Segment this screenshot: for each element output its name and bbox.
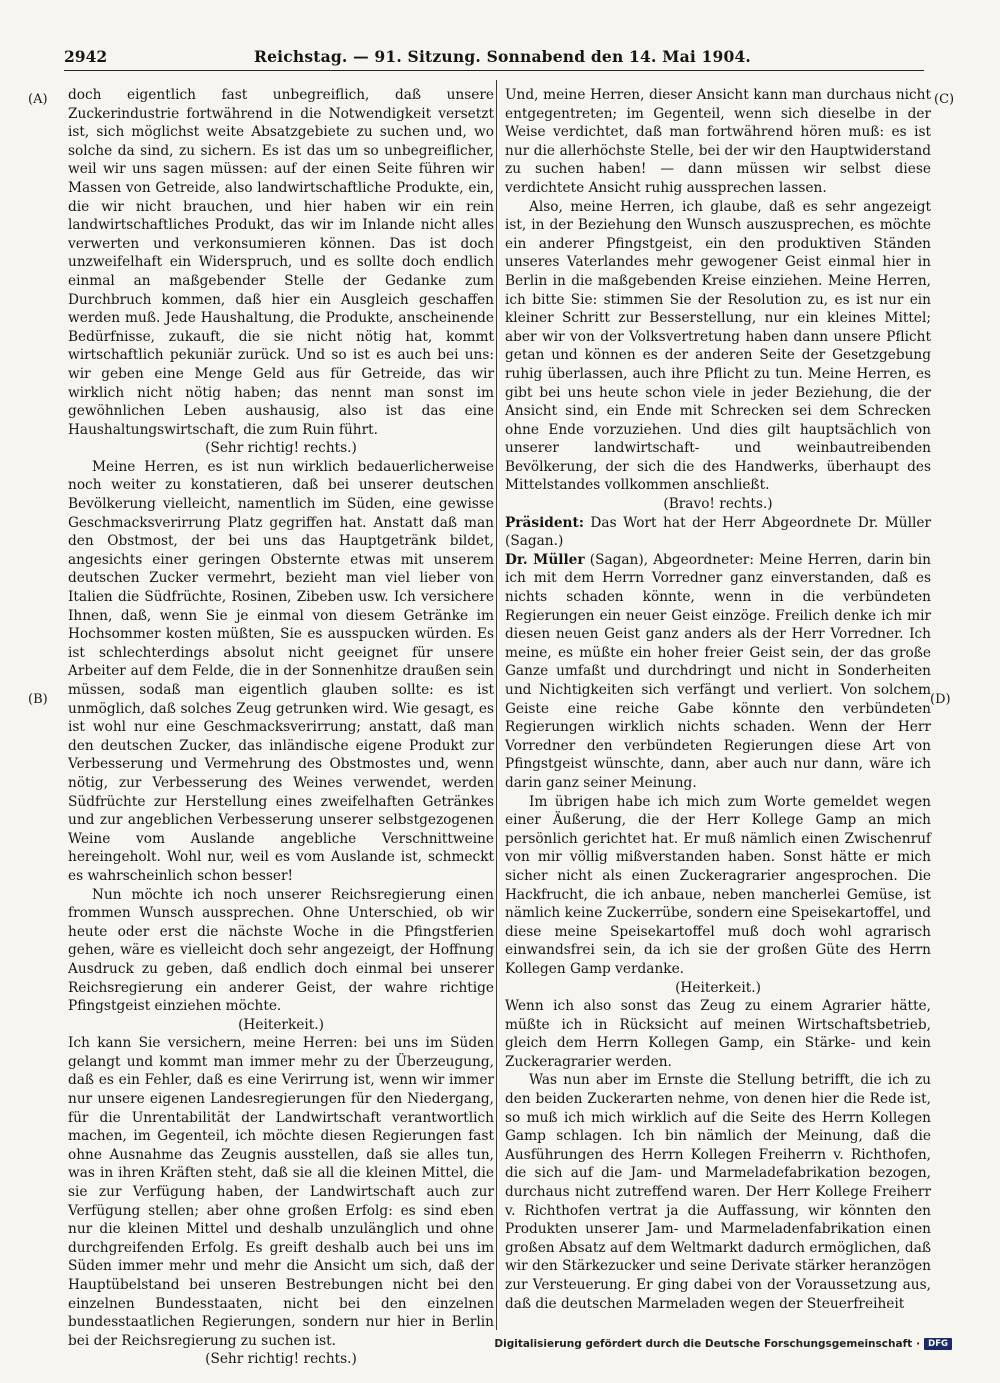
body-paragraph: Meine Herren, es ist nun wirklich bedauerlicherweise noch weiter zu konstatieren, daß bei unserer deutschen Bevölkerung vielleicht, namentlich im Süden, eine gewisse Geschmacksverirrung Platz gegriffen hat. Anstatt daß man den Obstmost, der bei uns das Hauptgetränk bildet, angesichts einer geringen Obsternte etwas mit unserem deutschen Zucker vermehrt, bezieht man viel lieber von Italien die Südfrüchte, Rosinen, Zibeben usw. Ich versichere Ihnen, daß, wenn Sie je einmal von diesem Getränke im Hochsommer kosten müßten, Sie es ausspucken würden. Es ist schlechterdings absolut nicht geeignet für unsere Arbeiter auf dem Felde, die in der Sonnenhitze draußen sein müssen, sodaß man eigentlich glauben sollte: es ist unmöglich, daß solches Zeug getrunken wird. Wie gesagt, es ist wohl nur eine Geschmacksverirrung; anstatt, daß man den deutschen Zucker, das inländische eigene Produkt zur Verbesserung und Vermehrung des Obstmostes und, wenn nötig, zur Verbesserung des Weines verwendet, werden Südfrüchte zur Herstellung eines zweifelhaften Getränkes und zur angeblichen Verbesserung unserer selbstgezogenen Weine vom Auslande angebliche Verschnittweine hereingeholt. Wohl nur, weil es vom Auslande ist, schmeckt es wahrscheinlich schon besser!	[68, 458, 494, 884]
reaction-line: (Bravo! rechts.)	[663, 496, 773, 513]
body-paragraph: Und, meine Herren, dieser Ansicht kann man durchaus nicht entgegentreten; im Gegenteil, wenn sich dieselbe in der Weise verdichtet, daß man fortwährend hören muß: es ist nur die allerhöchste Stelle, bei der wir den Hauptwiderstand zu suchen haben! — dann müssen wir selbst diese verdichtete Ansicht ruhig aussprechen lassen.	[505, 87, 931, 196]
margin-marker-a: (A)	[28, 92, 48, 107]
body-paragraph: Nun möchte ich noch unserer Reichsregierung einen frommen Wunsch aussprechen. Ohne Unterschied, ob wir heute oder erst die nächste Woche in die Pfingstferien gehen, wäre es vielleicht doch sehr angezeigt, der Hoffnung Ausdruck zu geben, daß endlich doch einmal bei unserer Reichsregierung ein anderer Geist, der wahre richtige Pfingstgeist einziehen möchte.	[68, 886, 494, 1015]
body-paragraph: Wenn ich also sonst das Zeug zu einem Agrarier hätte, müßte ich in Rücksicht auf meinen Wirtschaftsbetrieb, gleich dem Herrn Kollegen Gamp, ein Stärke- und kein Zuckeragrarier werden.	[505, 998, 931, 1070]
speech-paragraph	[505, 551, 931, 793]
body-paragraph: Also, meine Herren, ich glaube, daß es sehr angezeigt ist, in der Beziehung den Wunsch auszusprechen, es möchte ein anderer Pfingstgeist, ein den produktiven Ständen unseres Vaterlandes mehr gewogener Geist einmal hier in Berlin in die maßgebenden Kreise einziehen. Meine Herren, ich bitte Sie: stimmen Sie der Resolution zu, es ist nur ein kleiner Schritt zur Besserstellung, nur ein kleines Mittel; aber wir von der Volksvertretung haben dann unsere Pflicht getan und können es der anderen Seite der Gesetzgebung ruhig überlassen, auch ihre Pflicht zu tun. Meine Herren, es gibt bei uns heute schon viele in jeder Beziehung, die der Ansicht sind, ein Ende mit Schrecken sei dem Schrecken ohne Ende vorzuziehen. Und dies gilt hauptsächlich von unserer landwirtschaft- und weinbautreibenden Bevölkerung, der sich die des Handwerks, überhaupt des Mittelstandes vollkommen anschließt.	[505, 198, 931, 494]
body-paragraph: Ich kann Sie versichern, meine Herren: bei uns im Süden gelangt und kommt man immer mehr zu der Überzeugung, daß es ein Fehler, daß es eine Verirrung ist, wenn wir immer nur unsere eigenen Landesregierungen für den Niedergang, für die Unrentabilität der Landwirtschaft verantwortlich machen, im Gegenteil, ich möchte diesen Regierungen fast ohne Ausnahme das Zeugnis ausstellen, daß sie alles tun, was in ihren Kräften steht, daß sie all die kleinen Mittel, die sie zur Verfügung haben, der Landwirtschaft auch zur Verfügung stellen; aber ohne großen Erfolg: es sind eben nur die kleinen Mittel und deshalb unzulänglich und ohne durchgreifenden Erfolg. Es greift deshalb auch bei uns im Süden immer mehr und mehr die Ansicht um sich, daß der Hauptübelstand bei unseren Bestrebungen nicht bei den einzelnen Bundesstaaten, nicht bei den einzelnen bundesstaatlichen Regierungen, sondern nur hier in Berlin bei der Reichsregierung zu suchen ist.	[68, 1035, 494, 1349]
credit-text: Digitalisierung gefördert durch die Deutsche Forschungsgemeinschaft	[494, 1338, 913, 1350]
speech-paragraph	[505, 514, 931, 551]
left-column	[68, 86, 494, 1368]
speech-text: Das Wort hat der Herr Abgeordnete Dr. Müller (Sagan.)	[505, 514, 931, 550]
page-number: 2942	[64, 47, 108, 66]
right-column	[505, 86, 931, 1326]
running-title: Reichstag. — 91. Sitzung. Sonnabend den 14. Mai 1904.	[254, 47, 752, 66]
page-header	[64, 44, 924, 71]
speech-text: (Sagan), Abgeordneter: Meine Herren, darin bin ich mit dem Herrn Vorredner ganz einverstanden, daß es nichts schaden könnte, wenn in die verbündeten Regierungen ein neuer Geist einzöge. Freilich denke ich mir diesen neuen Geist ganz anders als der Herr Vorredner. Ich meine, es müßte ein hoher freier Geist sein, der das große Ganze umfaßt und durchdringt und nicht in Sonderheiten und Nichtigkeiten sich verfängt und verliert. Von solchem Geiste eine reiche Gabe könnte den verbündeten Regierungen wirklich nichts schaden. Wenn der Herr Vorredner den verbündeten Regierungen diese Art von Pfingstgeist wünschte, dann, aber auch nur dann, wäre ich darin ganz seiner Meinung.	[505, 551, 932, 791]
margin-marker-c: (C)	[934, 92, 955, 107]
reaction-line: (Heiterkeit.)	[238, 1016, 324, 1033]
body-paragraph: doch eigentlich fast unbegreiflich, daß unsere Zuckerindustrie fortwährend in die Notwendigkeit versetzt ist, sich möglichst weite Absatzgebiete zu suchen und, wo solche da sind, zu sichern. Es ist das um so unbegreiflicher, weil wir uns sagen müssen: auf der einen Seite führen wir Massen von Getreide, also landwirtschaftliche Produkte, ein, die wir nicht brauchen, und hier haben wir ein rein landwirtschaftliches Produkt, das wir im Inlande nicht alles verwerten und verkonsumieren können. Das ist doch unzweifelhaft ein Widerspruch, und es sollte doch endlich einmal an maßgebender Stelle der Gedanke zum Durchbruch kommen, daß hier ein Ausgleich geschaffen werden muß. Jede Haushaltung, die Produkte, anscheinende Bedürfnisse, zukauft, die sie nicht nötig hat, kommt wirtschaftlich pekuniär zurück. Und so ist es auch bei uns: wir geben eine Menge Geld aus für Getreide, das wir wirklich nicht nötig haben; das nennt man sonst im gewöhnlichen Leben aushausig, also ist das eine Haushaltungswirtschaft, die zum Ruin führt.	[68, 87, 494, 438]
reaction-line: (Sehr richtig! rechts.)	[205, 1351, 357, 1368]
speaker-name: Präsident:	[505, 514, 584, 531]
column-divider	[496, 80, 497, 1330]
digitization-credit: Digitalisierung gefördert durch die Deutsche Forschungsgemeinschaft · DFG	[494, 1338, 952, 1350]
margin-marker-b: (B)	[28, 692, 48, 707]
dfg-logo: DFG	[924, 1338, 952, 1350]
margin-marker-d: (D)	[930, 692, 951, 707]
body-paragraph: Was nun aber im Ernste die Stellung betrifft, die ich zu den beiden Zuckerarten nehme, von denen hier die Rede ist, so muß ich mich wirklich auf die Seite des Herrn Kollegen Gamp schlagen. Ich bin nämlich der Meinung, daß die Ausführungen des Herrn Kollegen Freiherrn v. Richthofen, die sich auf die Jam- und Marmeladefabrikation bezogen, durchaus nicht zutreffend waren. Der Herr Kollege Freiherr v. Richthofen vertrat ja die Auffassung, wir könnten den Produkten unserer Jam- und Marmeladenfabrikation einen großen Absatz auf dem Weltmarkt dadurch ermöglichen, daß wir den Stärkezucker und seine Derivate stärker heranzögen zur Versteuerung. Er ging dabei von der Voraussetzung aus, daß die deutschen Marmeladen wegen der Steuerfreiheit	[505, 1072, 931, 1312]
reaction-line: (Heiterkeit.)	[675, 979, 761, 996]
speaker-name: Dr. Müller	[505, 551, 585, 568]
reaction-line: (Sehr richtig! rechts.)	[205, 440, 357, 457]
body-paragraph: Im übrigen habe ich mich zum Worte gemeldet wegen einer Äußerung, die der Herr Kollege Gamp an mich persönlich gerichtet hat. Er muß nämlich einen Zwischenruf von mir völlig mißverstanden haben. Sonst hätte er mich sicher nicht als einen Zuckeragrarier angesprochen. Die Hackfrucht, die ich anbaue, neben mancherlei Gemüse, ist nämlich keine Zuckerrübe, sondern eine Speisekartoffel, und diese meine Speisekartoffel muß doch wohl agrarisch einwandsfrei sein, da ich sie der großen Güte des Herrn Kollegen Gamp verdanke.	[505, 793, 931, 977]
